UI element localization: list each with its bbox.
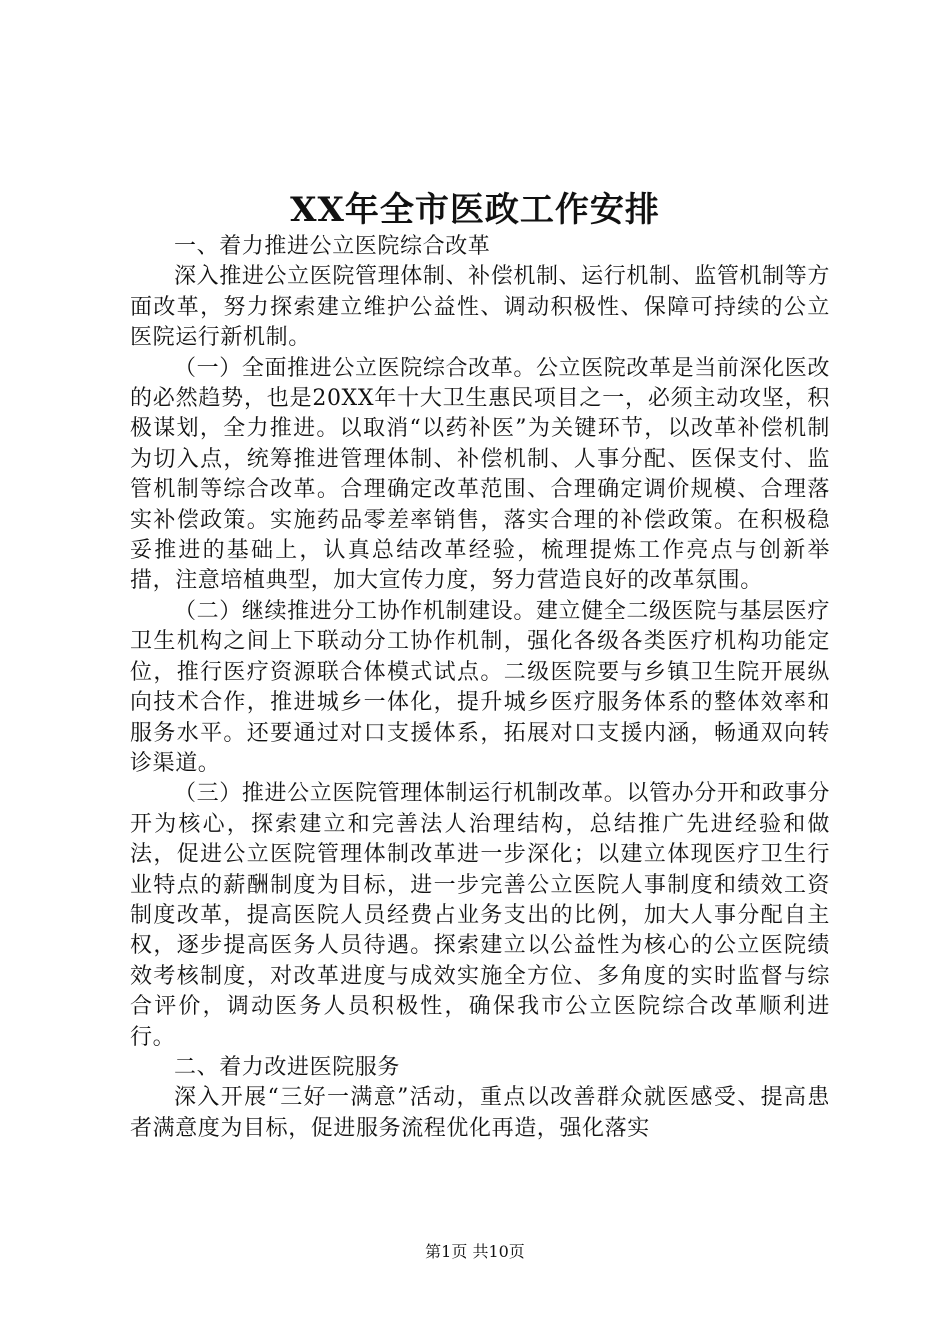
body-paragraph: 深入推进公立医院管理体制、补偿机制、运行机制、监管机制等方面改革，努力探索建立维护公益性、调动积极性、保障可持续的公立医院运行新机制。 [130, 264, 830, 351]
body-paragraph: （一）全面推进公立医院综合改革。公立医院改革是当前深化医改的必然趋势，也是20XX年十大卫生惠民项目之一，必须主动攻坚，积极谋划，全力推进。以取消“以药补医”为关键环节，以改革补偿机制为切入点，统筹推进管理体制、补偿机制、人事分配、医保支付、监管机制等综合改革。合理确定改革范围、合理确定调价规模、合理落实补偿政策。实施药品零差率销售，落实合理的补偿政策。在积极稳妥推进的基础上，认真总结改革经验，梳理提炼工作亮点与创新举措，注意培植典型，加大宣传力度，努力营造良好的改革氛围。 [130, 355, 830, 594]
section-heading-1: 一、着力推进公立医院综合改革 [174, 234, 491, 259]
page-footer: 第1页 共10页 [425, 1242, 525, 1261]
document-title: XX年全市医政工作安排 [290, 190, 660, 230]
document-body [130, 232, 830, 1144]
body-paragraph: （二）继续推进分工协作机制建设。建立健全二级医院与基层医疗卫生机构之间上下联动分工协作机制，强化各级各类医疗机构功能定位，推行医疗资源联合体模式试点。二级医院要与乡镇卫生院开展纵向技术合作，推进城乡一体化，提升城乡医疗服务体系的整体效率和服务水平。还要通过对口支援体系，拓展对口支援内涵，畅通双向转诊渠道。 [130, 598, 830, 776]
body-paragraph: 深入开展“三好一满意”活动，重点以改善群众就医感受、提高患者满意度为目标，促进服务流程优化再造，强化落实 [130, 1085, 830, 1141]
body-paragraph: （三）推进公立医院管理体制运行机制改革。以管办分开和政事分开为核心，探索建立和完善法人治理结构，总结推广先进经验和做法，促进公立医院管理体制改革进一步深化；以建立体现医疗卫生行业特点的薪酬制度为目标，进一步完善公立医院人事制度和绩效工资制度改革，提高医院人员经费占业务支出的比例，加大人事分配自主权，逐步提高医务人员待遇。探索建立以公益性为核心的公立医院绩效考核制度，对改革进度与成效实施全方位、多角度的实时监督与综合评价，调动医务人员积极性，确保我市公立医院综合改革顺利进行。 [130, 781, 830, 1050]
section-heading-2: 二、着力改进医院服务 [174, 1054, 401, 1080]
